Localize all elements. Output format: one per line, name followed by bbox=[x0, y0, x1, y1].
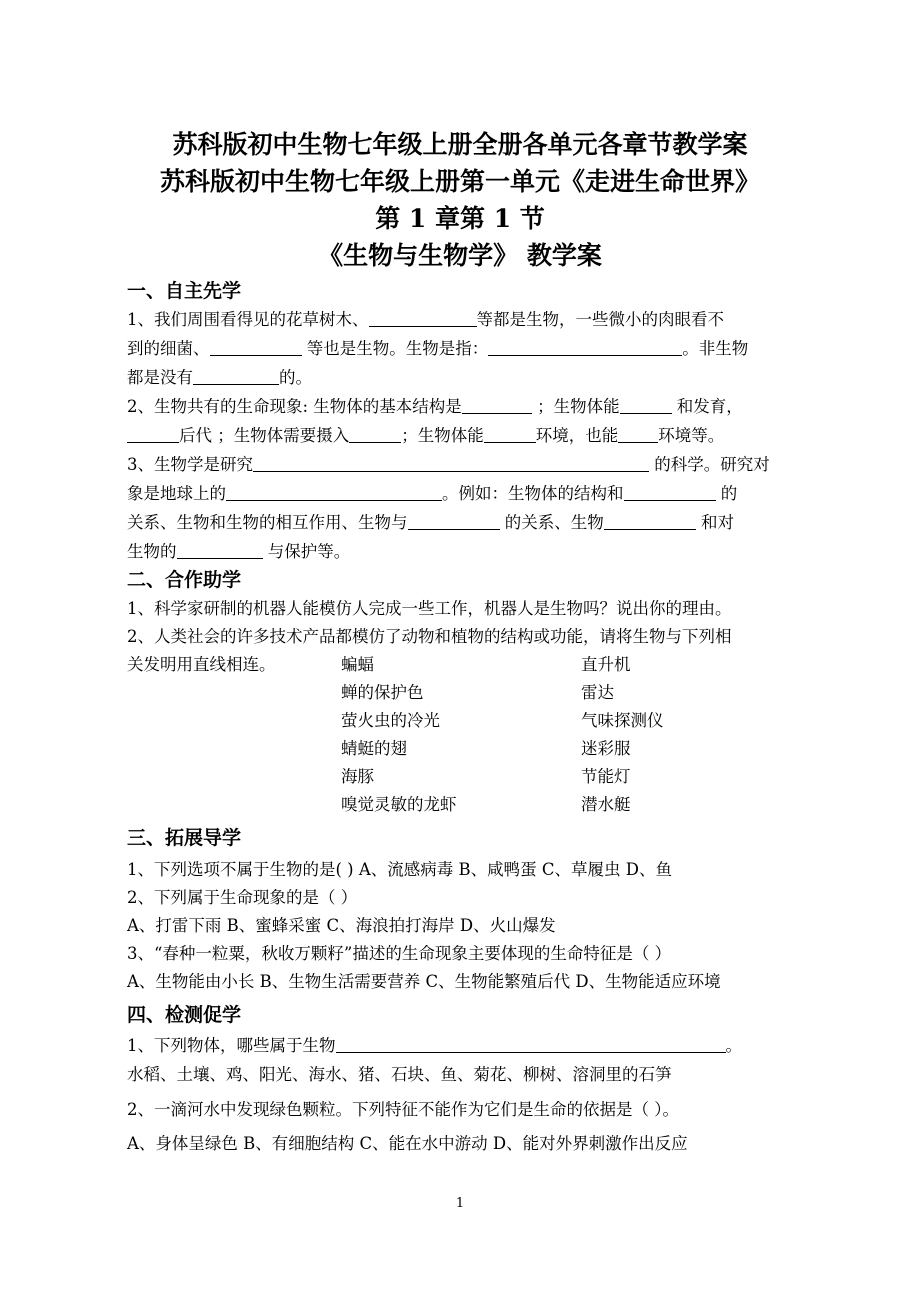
blank[interactable] bbox=[226, 482, 442, 501]
s1-q1-line3: 都是没有 的。 bbox=[127, 368, 312, 387]
section1-heading: 一、自主先学 bbox=[127, 280, 242, 302]
s3-q1: 1、下列选项不属于生物的是( ) A、流感病毒 B、咸鸭蛋 C、草履虫 D、鱼 bbox=[127, 860, 672, 879]
blank[interactable] bbox=[193, 366, 279, 385]
s2-q2-line2: 关发明用直线相连。 bbox=[127, 655, 276, 674]
organism-item[interactable]: 海豚 bbox=[341, 767, 374, 786]
s1-q2-line2: 后代 ；生物体需要摄入 ；生物体能 环境，也能 环境等。 bbox=[127, 422, 724, 450]
s2-q1: 1、科学家研制的机器人能模仿人完成一些工作，机器人是生物吗？说出你的理由。 bbox=[127, 599, 732, 618]
invention-item[interactable]: 雷达 bbox=[581, 683, 614, 702]
lesson-title: 《生物与生物学》 教学案 bbox=[318, 241, 602, 270]
s4-q1: 1、下列物体，哪些属于生物 。 bbox=[127, 1036, 742, 1055]
s3-q2-options: A、打雷下雨 B、蜜蜂采蜜 C、海浪拍打海岸 D、火山爆发 bbox=[127, 916, 556, 935]
section3-heading: 三、拓展导学 bbox=[127, 827, 242, 849]
blank[interactable] bbox=[336, 1034, 726, 1053]
blank[interactable] bbox=[369, 308, 477, 327]
s4-q2: 2、一滴河水中发现绿色颗粒。下列特征不能作为它们是生命的依据是（ ）。 bbox=[127, 1100, 679, 1119]
organism-item[interactable]: 蜻蜓的翅 bbox=[341, 739, 407, 758]
blank[interactable] bbox=[253, 453, 649, 472]
section2-heading: 二、合作助学 bbox=[127, 569, 242, 591]
section4-heading: 四、检测促学 bbox=[127, 1004, 242, 1026]
blank[interactable] bbox=[349, 424, 401, 443]
s4-q2-options: A、身体呈绿色 B、有细胞结构 C、能在水中游动 D、能对外界刺激作出反应 bbox=[127, 1134, 688, 1153]
organism-item[interactable]: 蝙蝠 bbox=[341, 655, 374, 674]
blank[interactable] bbox=[624, 482, 716, 501]
organism-item[interactable]: 萤火虫的冷光 bbox=[341, 711, 440, 730]
s1-q1-line2: 到的细菌、 等也是生物。生物是指： 。非生物 bbox=[127, 339, 749, 358]
organism-item[interactable]: 蝉的保护色 bbox=[341, 683, 424, 702]
s1-q1-line1: 1、我们周围看得见的花草树木、 等都是生物，一些微小的肉眼看不 bbox=[127, 310, 724, 329]
blank[interactable] bbox=[127, 424, 179, 443]
main-title: 苏科版初中生物七年级上册全册各单元各章节教学案 bbox=[172, 130, 748, 159]
invention-item[interactable]: 节能灯 bbox=[581, 767, 631, 786]
blank[interactable] bbox=[484, 424, 536, 443]
blank[interactable] bbox=[604, 511, 696, 530]
blank[interactable] bbox=[210, 337, 302, 356]
organism-item[interactable]: 嗅觉灵敏的龙虾 bbox=[341, 795, 457, 814]
s3-q2: 2、下列属于生命现象的是（ ） bbox=[127, 888, 358, 907]
invention-item[interactable]: 潜水艇 bbox=[581, 795, 631, 814]
blank[interactable] bbox=[618, 424, 658, 443]
invention-item[interactable]: 直升机 bbox=[581, 655, 631, 674]
invention-item[interactable]: 迷彩服 bbox=[581, 739, 631, 758]
chapter-title: 第 1 章第 1 节 bbox=[375, 204, 545, 233]
s1-q2-line1: 2、生物共有的生命现象: 生物体的基本结构是 ；生物体能 和发育， bbox=[127, 397, 743, 416]
blank[interactable] bbox=[620, 395, 672, 414]
blank[interactable] bbox=[488, 337, 682, 356]
s4-q1-list: 水稻、土壤、鸡、阳光、海水、猪、石块、鱼、菊花、柳树、溶洞里的石笋 bbox=[127, 1065, 672, 1084]
unit-title: 苏科版初中生物七年级上册第一单元《走进生命世界》 bbox=[159, 167, 760, 196]
s3-q3: 3、“春种一粒粟，秋收万颗籽”描述的生命现象主要体现的生命特征是（ ） bbox=[127, 944, 672, 963]
s2-q2-line1: 2、人类社会的许多技术产品都模仿了动物和植物的结构或功能，请将生物与下列相 bbox=[127, 627, 732, 646]
blank[interactable] bbox=[408, 511, 500, 530]
page-number: 1 bbox=[455, 1196, 465, 1211]
s1-q3-line3: 关系、生物和生物的相互作用、生物与 的关系、生物 和对 bbox=[127, 513, 734, 532]
s1-q3-line1: 3、生物学是研究 的科学。研究对 bbox=[127, 455, 770, 474]
invention-item[interactable]: 气味探测仪 bbox=[581, 711, 664, 730]
s1-q3-line2: 象是地球上的 。例如：生物体的结构和 的 bbox=[127, 484, 738, 503]
s3-q3-options: A、生物能由小长 B、生物生活需要营养 C、生物能繁殖后代 D、生物能适应环境 bbox=[127, 972, 721, 991]
blank[interactable] bbox=[462, 395, 532, 414]
s1-q3-line4: 生物的 与保护等。 bbox=[127, 542, 351, 561]
blank[interactable] bbox=[177, 540, 263, 559]
